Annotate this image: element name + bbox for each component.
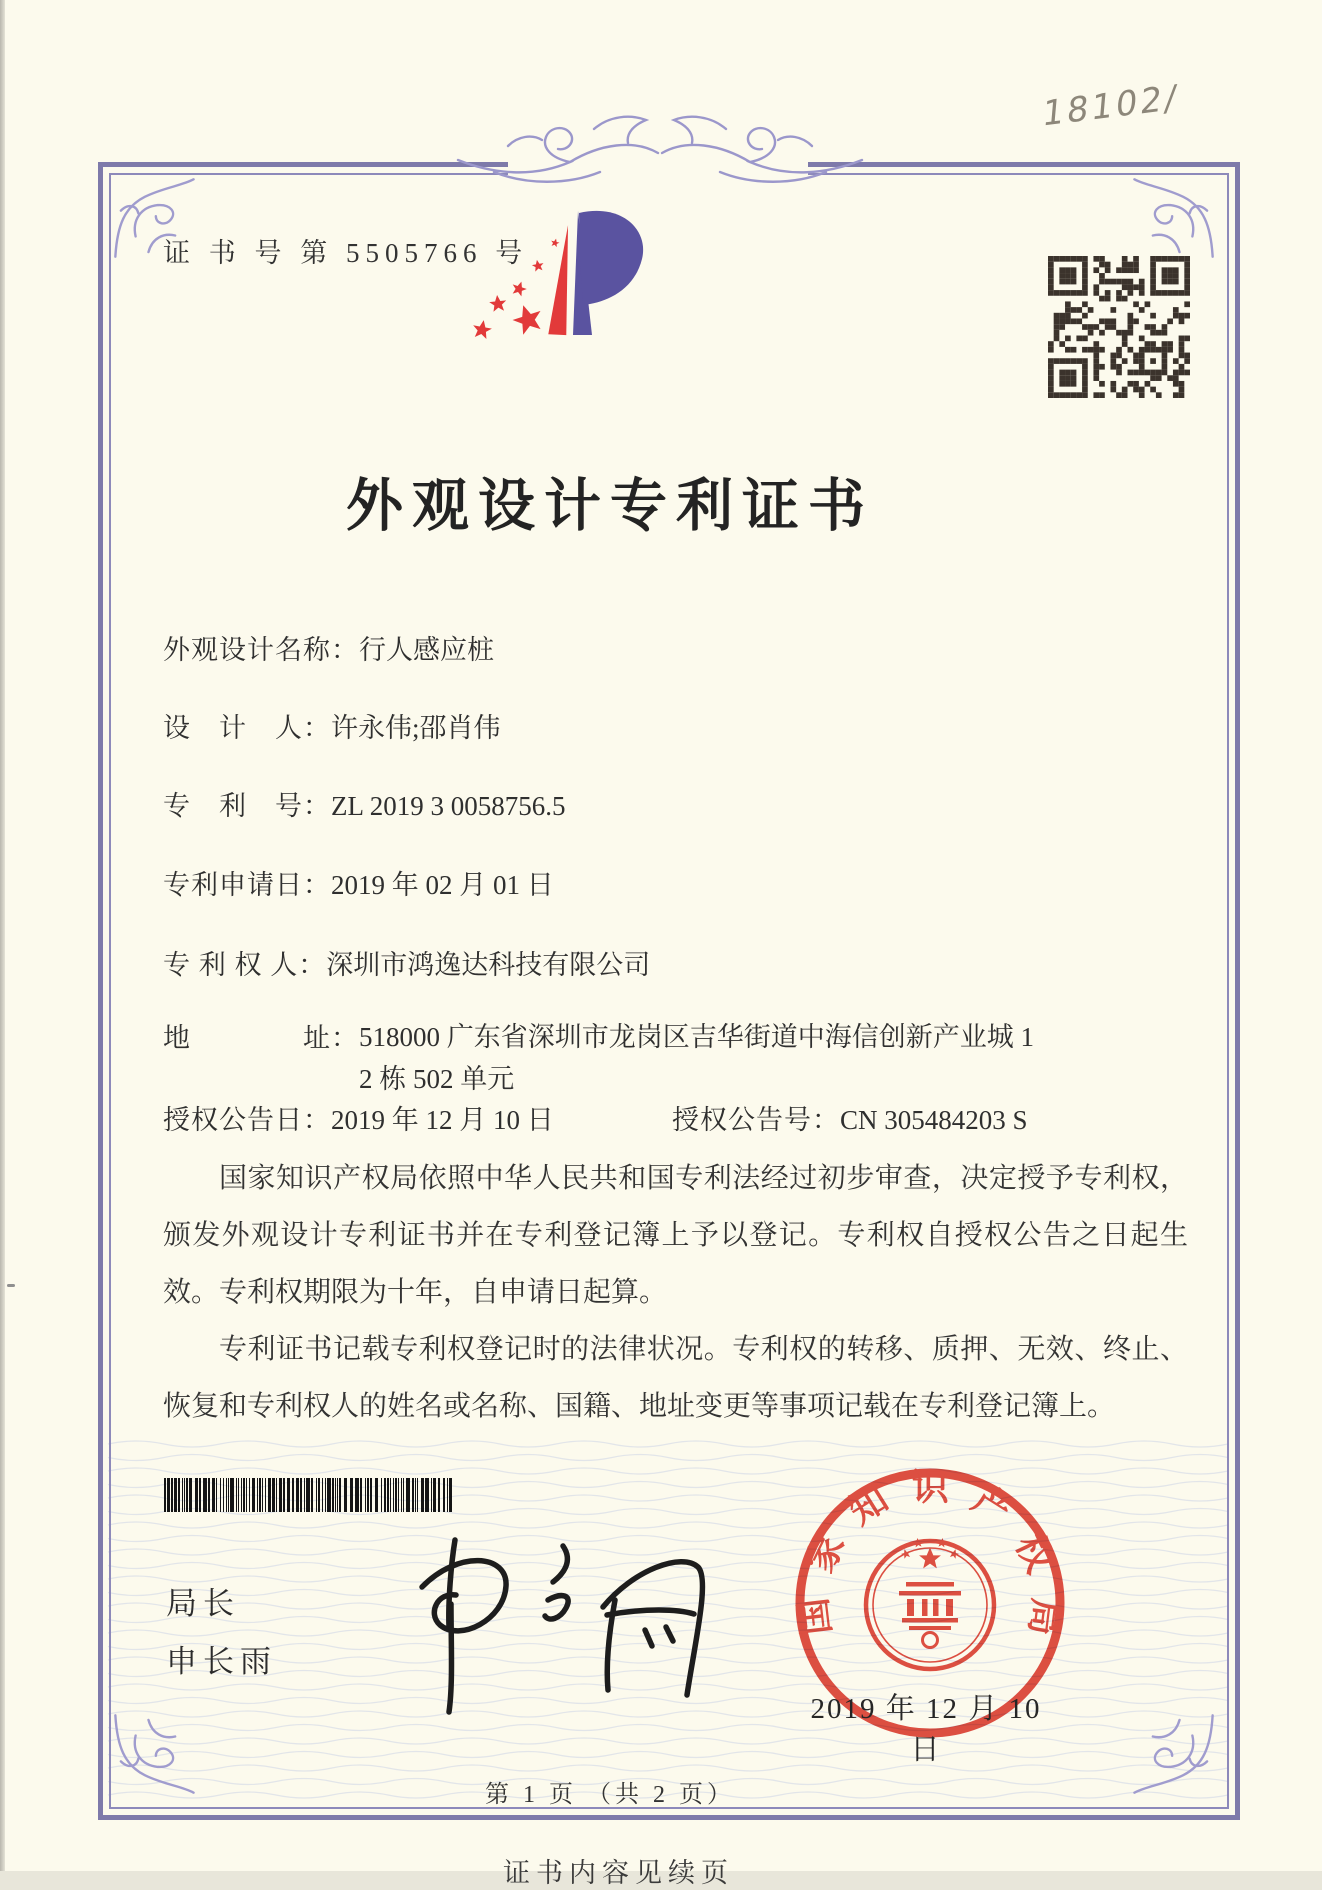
commissioner-title: 局长 <box>166 1586 240 1621</box>
field-designers <box>163 706 501 745</box>
border-flourish-bottom-right-icon <box>1128 1708 1220 1800</box>
seal-ring-text: 国家知识产权局 <box>793 1467 1067 1638</box>
field-design-name <box>163 628 494 667</box>
scan-mark <box>7 1284 15 1287</box>
field-patent-number <box>163 784 565 823</box>
commissioner-name: 申长雨 <box>166 1644 277 1679</box>
field-value: 深圳市鸿逸达科技有限公司 <box>326 950 651 980</box>
cropped-next-page-text: 证书内容见续页 <box>503 1858 734 1888</box>
field-value: 518000 广东省深圳市龙岗区吉华街道中海信创新产业城 1 2 栋 502 单元 <box>359 1022 1034 1094</box>
field-value: CN 305484203 S <box>840 1105 1028 1135</box>
qr-code <box>1048 256 1190 398</box>
certificate-number: 证 书 号 第 5505766 号 <box>163 238 529 268</box>
field-label: 授权公告日： <box>163 1105 331 1135</box>
border-flourish-top-center-icon <box>448 98 872 198</box>
field-value: 许永伟;邵肖伟 <box>331 713 501 743</box>
barcode <box>164 1478 456 1512</box>
field-value: 行人感应桩 <box>359 635 494 665</box>
field-patentee <box>163 943 650 982</box>
scan-edge <box>0 0 5 1871</box>
legal-paragraph-1: 国家知识产权局依照中华人民共和国专利法经过初步审查，决定授予专利权，颁发外观设计专利证书并在专利登记簿上予以登记。专利权自授权公告之日起生效。专利权期限为十年，自申请日起算。 <box>163 1163 1188 1308</box>
field-value: 2019 年 02 月 01 日 <box>331 870 554 900</box>
field-label: 专 利 权 人： <box>163 950 327 980</box>
field-label: 外观设计名称： <box>163 635 359 665</box>
field-value: ZL 2019 3 0058756.5 <box>331 791 566 821</box>
field-label: 地 址： <box>163 1023 359 1053</box>
border-flourish-top-right-icon <box>1128 172 1220 264</box>
legal-text <box>163 1150 1188 1435</box>
page-indicator: 第 1 页 （共 2 页） <box>485 1782 735 1808</box>
seal-date: 2019 年 12 月 10 日 <box>810 1693 1042 1766</box>
field-label: 专 利 号： <box>163 791 331 821</box>
field-value: 2019 年 12 月 10 日 <box>331 1105 554 1135</box>
field-label: 设 计 人： <box>163 713 331 743</box>
handwritten-note: 18102/ <box>1040 77 1181 135</box>
field-label: 授权公告号： <box>672 1105 840 1135</box>
cnipa-logo-icon <box>465 203 650 348</box>
field-grant-date <box>163 1098 554 1137</box>
field-address <box>163 1016 1189 1100</box>
commissioner-signature <box>360 1512 730 1727</box>
field-label: 专利申请日： <box>163 870 331 900</box>
legal-paragraph-2: 专利证书记载专利权登记时的法律状况。专利权的转移、质押、无效、终止、恢复和专利权人的姓名或名称、国籍、地址变更等事项记载在专利登记簿上。 <box>163 1334 1188 1422</box>
field-grant-number <box>672 1098 1028 1137</box>
field-filing-date <box>163 863 554 902</box>
page-title: 外观设计专利证书 <box>346 475 874 538</box>
